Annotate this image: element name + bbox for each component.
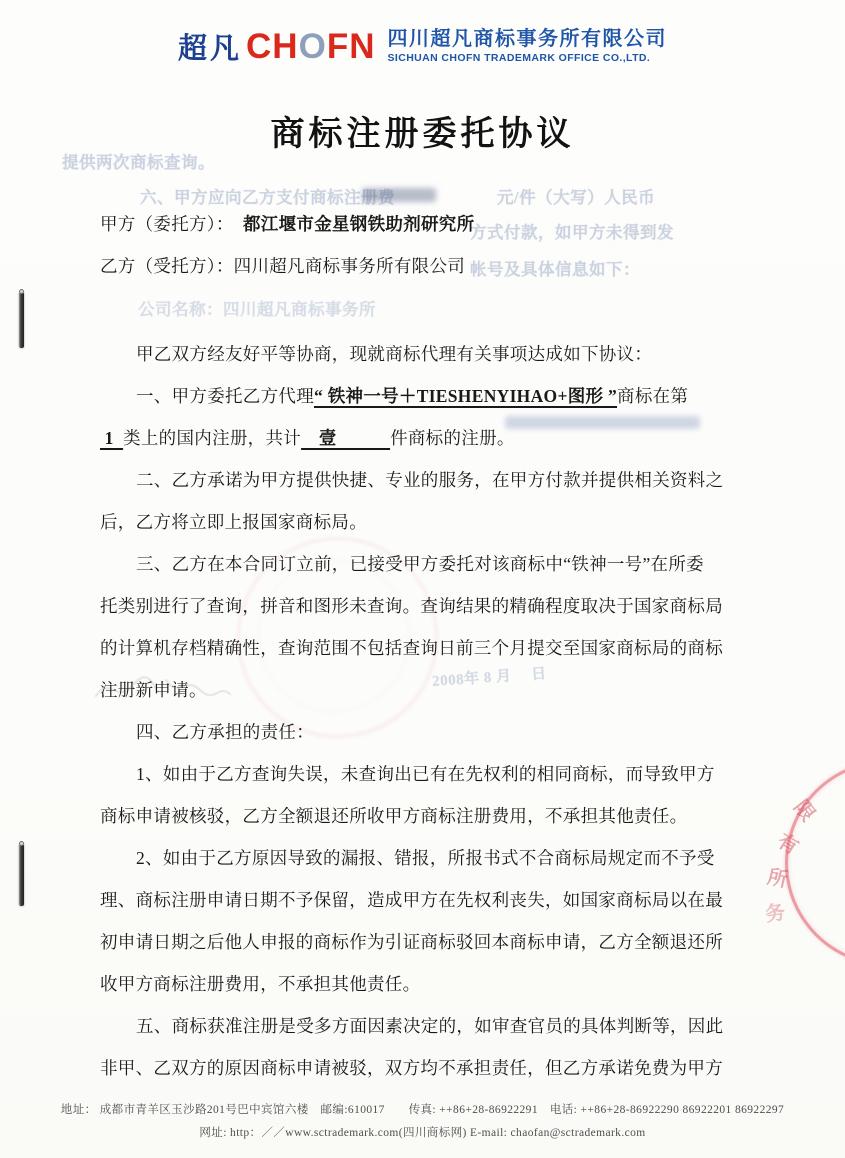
staple-top (19, 292, 24, 348)
bleedthrough-text: 方式付款，如甲方未得到发 (470, 223, 674, 242)
text-segment: 注册新申请。 (100, 680, 207, 700)
text-segment: 三、乙方在本合同订立前，已接受甲方委托对该商标中“铁神一号”在所委 (136, 554, 704, 574)
document-line (100, 627, 765, 669)
bleedthrough-text: 帐号及具体信息如下： (470, 260, 640, 279)
document-line (100, 501, 765, 543)
bleedthrough-smudge (362, 188, 436, 202)
bleedthrough-text: 六、甲方应向乙方支付商标注册费 元/件（大写）人民币 (140, 188, 656, 207)
text-segment: 的计算机存档精确性，查询范围不包括查询日前三个月提交至国家商标局的商标 (100, 638, 723, 658)
text-segment: 理、商标注册申请日期不予保留，造成甲方在先权利丧失，如国家商标局以在最 (100, 890, 723, 910)
document-line (100, 1005, 765, 1047)
text-segment: 甲乙双方经友好平等协商，现就商标代理有关事项达成如下协议： (136, 344, 653, 364)
text-segment: 商标申请被核驳，乙方全额退还所收甲方商标注册费用，不承担其他责任。 (100, 806, 688, 826)
document-line (100, 203, 765, 245)
bleedthrough-text: 公司名称：四川超凡商标事务所 (138, 300, 376, 319)
document-line (100, 921, 765, 963)
text-segment: 商标在第 (617, 386, 689, 406)
document-line (100, 879, 765, 921)
document-line (100, 1047, 765, 1089)
logo-o-ring-icon: O (298, 26, 327, 66)
document-line (100, 543, 765, 585)
text-segment: 初申请日期之后他人申报的商标作为引证商标驳回本商标申请，乙方全额退还所 (100, 932, 723, 952)
text-segment: 五、商标获准注册是受多方面因素决定的，如审查官员的具体判断等，因此 (136, 1016, 724, 1036)
logo-ch: CH (246, 26, 299, 66)
text-segment: 甲方（委托方）： (100, 214, 243, 234)
company-name-english: SICHUAN CHOFN TRADEMARK OFFICE CO.,LTD. (387, 52, 651, 65)
letterhead (0, 26, 845, 67)
document-line (100, 711, 765, 753)
document-line (100, 333, 765, 375)
footer-web-line: 网址: http：／／www.sctrademark.com(四川商标网) E-mail: chaofan@sctrademark.com (199, 1127, 646, 1139)
chofn-logo (178, 26, 375, 67)
text-segment: 1、如由于乙方查询失误，未查询出已有在先权利的相同商标，而导致甲方 (136, 764, 715, 784)
logo-chofn-text (246, 27, 375, 67)
document-line (100, 585, 765, 627)
seal-character: 有 (773, 829, 802, 860)
letterhead-footer (0, 1099, 845, 1145)
text-segment: 2、如由于乙方原因导致的漏报、错报，所报书式不合商标局规定而不予受 (136, 848, 715, 868)
company-name-block (387, 28, 667, 65)
text-segment: 四、乙方承担的责任： (136, 722, 314, 742)
text-segment: 二、乙方承诺为甲方提供快捷、专业的服务，在甲方付款并提供相关资料之 (136, 470, 724, 490)
document-line (100, 963, 765, 1005)
document-title: 商标注册委托协议 (270, 115, 575, 153)
text-segment: 壹 (301, 428, 391, 448)
document-line (100, 669, 765, 711)
seal-character: 限 (789, 796, 819, 826)
document-line (100, 375, 765, 417)
bleedthrough-date: 2008年 8 月 日 (431, 666, 548, 690)
text-segment: 1 (100, 428, 124, 448)
text-segment: 托类别进行了查询，拼音和图形未查询。查询结果的精确程度取决于国家商标局 (100, 596, 723, 616)
text-segment: 件商标的注册。 (390, 428, 515, 448)
logo-chinese-text: 超凡 (178, 33, 243, 65)
staple-bottom (19, 844, 24, 906)
text-segment: 一、甲方委托乙方代理 (136, 386, 314, 406)
document-line (100, 837, 765, 879)
seal-character: 所 (765, 866, 790, 892)
red-seal-partial (785, 760, 845, 966)
footer-address-line: 地址： 成都市青羊区玉沙路201号巴中宾馆六楼 邮编:610017 传真: ++86+28-86922291 电话: ++86+28-86922290 86922201 86922297 (60, 1104, 785, 1116)
logo-fn: FN (326, 26, 376, 66)
contract-body (100, 203, 765, 1089)
document-line (100, 459, 765, 501)
text-segment: 非甲、乙双方的原因商标申请被驳，双方均不承担责任，但乙方承诺免费为甲方 (100, 1058, 723, 1078)
text-segment: 乙方（受托方）：四川超凡商标事务所有限公司 (100, 256, 466, 276)
document-line (100, 417, 765, 459)
text-segment: “ 铁神一号＋TIESHENYIHAO+图形 ” (314, 386, 618, 406)
text-segment: 类上的国内注册，共计 (123, 428, 302, 448)
text-segment: 都江堰市金星钢铁助剂研究所 (243, 214, 475, 234)
document-line (100, 753, 765, 795)
bleedthrough-text: 提供两次商标查询。 (62, 153, 215, 172)
document-line (100, 245, 765, 287)
text-segment: 后，乙方将立即上报国家商标局。 (100, 512, 367, 532)
document-line (100, 795, 765, 837)
text-segment: 收甲方商标注册费用，不承担其他责任。 (100, 974, 421, 994)
company-name-chinese: 四川超凡商标事务所有限公司 (387, 28, 667, 51)
seal-character: 务 (763, 901, 787, 927)
